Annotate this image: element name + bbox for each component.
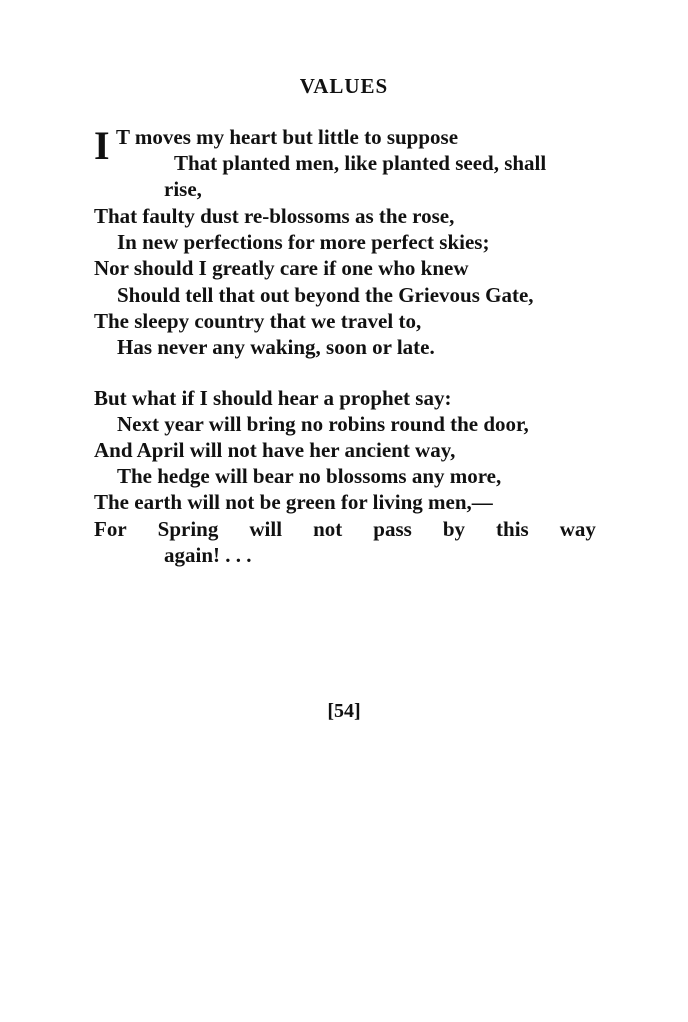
poem-line: rise, (164, 177, 202, 201)
word: not (313, 517, 343, 541)
poem-line: Should tell that out beyond the Grievous Gate, (117, 283, 534, 307)
poem-line: That faulty dust re-blossoms as the rose, (94, 204, 455, 228)
word: pass (373, 517, 412, 541)
poem-line: T moves my heart but little to suppose (116, 125, 459, 149)
word: by (442, 517, 466, 541)
poem-line: The sleepy country that we travel to, (94, 309, 422, 333)
poem-line: And April will not have her ancient way, (94, 438, 456, 462)
word: Spring (157, 517, 219, 541)
drop-cap: I (94, 123, 110, 168)
poem-line: But what if I should hear a prophet say: (94, 386, 452, 410)
poem-line: Has never any waking, soon or late. (117, 335, 435, 359)
poem-line: In new perfections for more perfect skies; (117, 230, 490, 254)
poem-line: Nor should I greatly care if one who knew (94, 256, 469, 280)
poem-line: The earth will not be green for living men,— (94, 490, 493, 514)
poem-line: Next year will bring no robins round the door, (117, 412, 529, 436)
page-number: [54] (327, 700, 361, 722)
word: will (249, 517, 283, 541)
word: way (559, 517, 596, 541)
poem-line: again! . . . (164, 543, 252, 567)
poem-line-justified (94, 516, 596, 542)
word: this (496, 517, 529, 541)
word: For (94, 517, 127, 541)
poem-line: That planted men, like planted seed, shall (174, 151, 547, 175)
poem-title: VALUES (299, 74, 389, 98)
poem-line: The hedge will bear no blossoms any more, (117, 464, 502, 488)
